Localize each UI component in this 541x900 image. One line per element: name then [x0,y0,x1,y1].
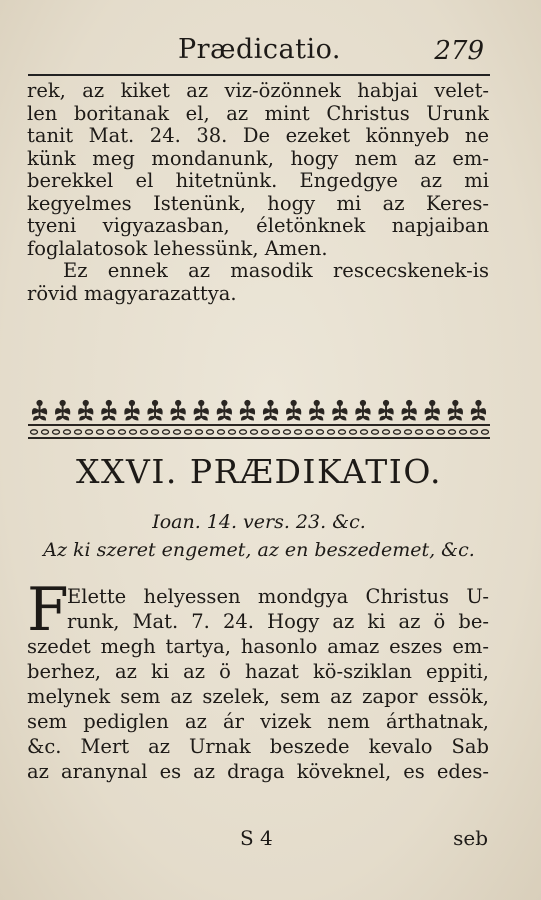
text-line: sem pediglen az ár vizek nem árthatnak, [27,710,489,733]
text-line: szedet megh tartya, hasonlo amaz eszes em- [27,635,489,658]
drop-cap: F [27,575,69,645]
closing-note-line: Ez ennek az masodik rescecskenek-is [63,260,489,282]
scripture-reference [28,508,490,564]
citation-line: Ioan. 14. vers. 23. &c. [152,511,366,533]
fleuron-border-icon [28,396,490,444]
text-line: az aranynal es az draga köveknel, es edes- [27,760,489,783]
page-header [28,34,490,74]
header-rule [28,74,490,76]
running-title: Prædicatio. [178,34,341,65]
decorative-ornament-band [28,396,490,444]
page-footer [28,826,490,856]
continued-sermon-text [27,80,489,305]
sermon-opening-paragraph [27,575,489,784]
text-line: kegyelmes Istenünk, hogy mi az Keres- [27,192,489,215]
quote-line: Az ki szeret engemet, az en beszedemet, &c. [43,539,475,561]
text-line: berhez, az ki az ö hazat kö-sziklan eppiti, [27,660,489,683]
text-line: berekkel el hitetnünk. Engedgye az mi [27,170,489,192]
text-line: tyeni vigyazasban, életönknek napjaiban [27,215,489,237]
text-line: künk meg mondanunk, hogy nem az em- [27,147,489,170]
text-line: &c. Mert az Urnak beszede kevalo Sab [27,735,489,758]
text-line: melynek sem az szelek, sem az zapor essök, [27,685,489,708]
signature-mark: S 4 [240,826,273,850]
text-line: foglalatosok lehessünk, Amen. [27,237,328,260]
chapter-heading: XXVI. PRÆDIKATIO. [76,452,442,491]
text-line: rek, az kiket az viz-özönnek habjai velet- [27,80,489,102]
text-line: tanit Mat. 24. 38. De ezeket könnyeb ne [27,125,489,147]
catchword: seb [453,826,488,850]
page-number: 279 [434,36,484,66]
text-line: len boritanak el, az mint Christus Urunk [27,102,489,125]
text-line: runk, Mat. 7. 24. Hogy az ki az ö be- [67,610,489,633]
text-line: Elette helyessen mondgya Christus U- [67,585,489,608]
closing-note-line: rövid magyarazattya. [27,282,237,305]
